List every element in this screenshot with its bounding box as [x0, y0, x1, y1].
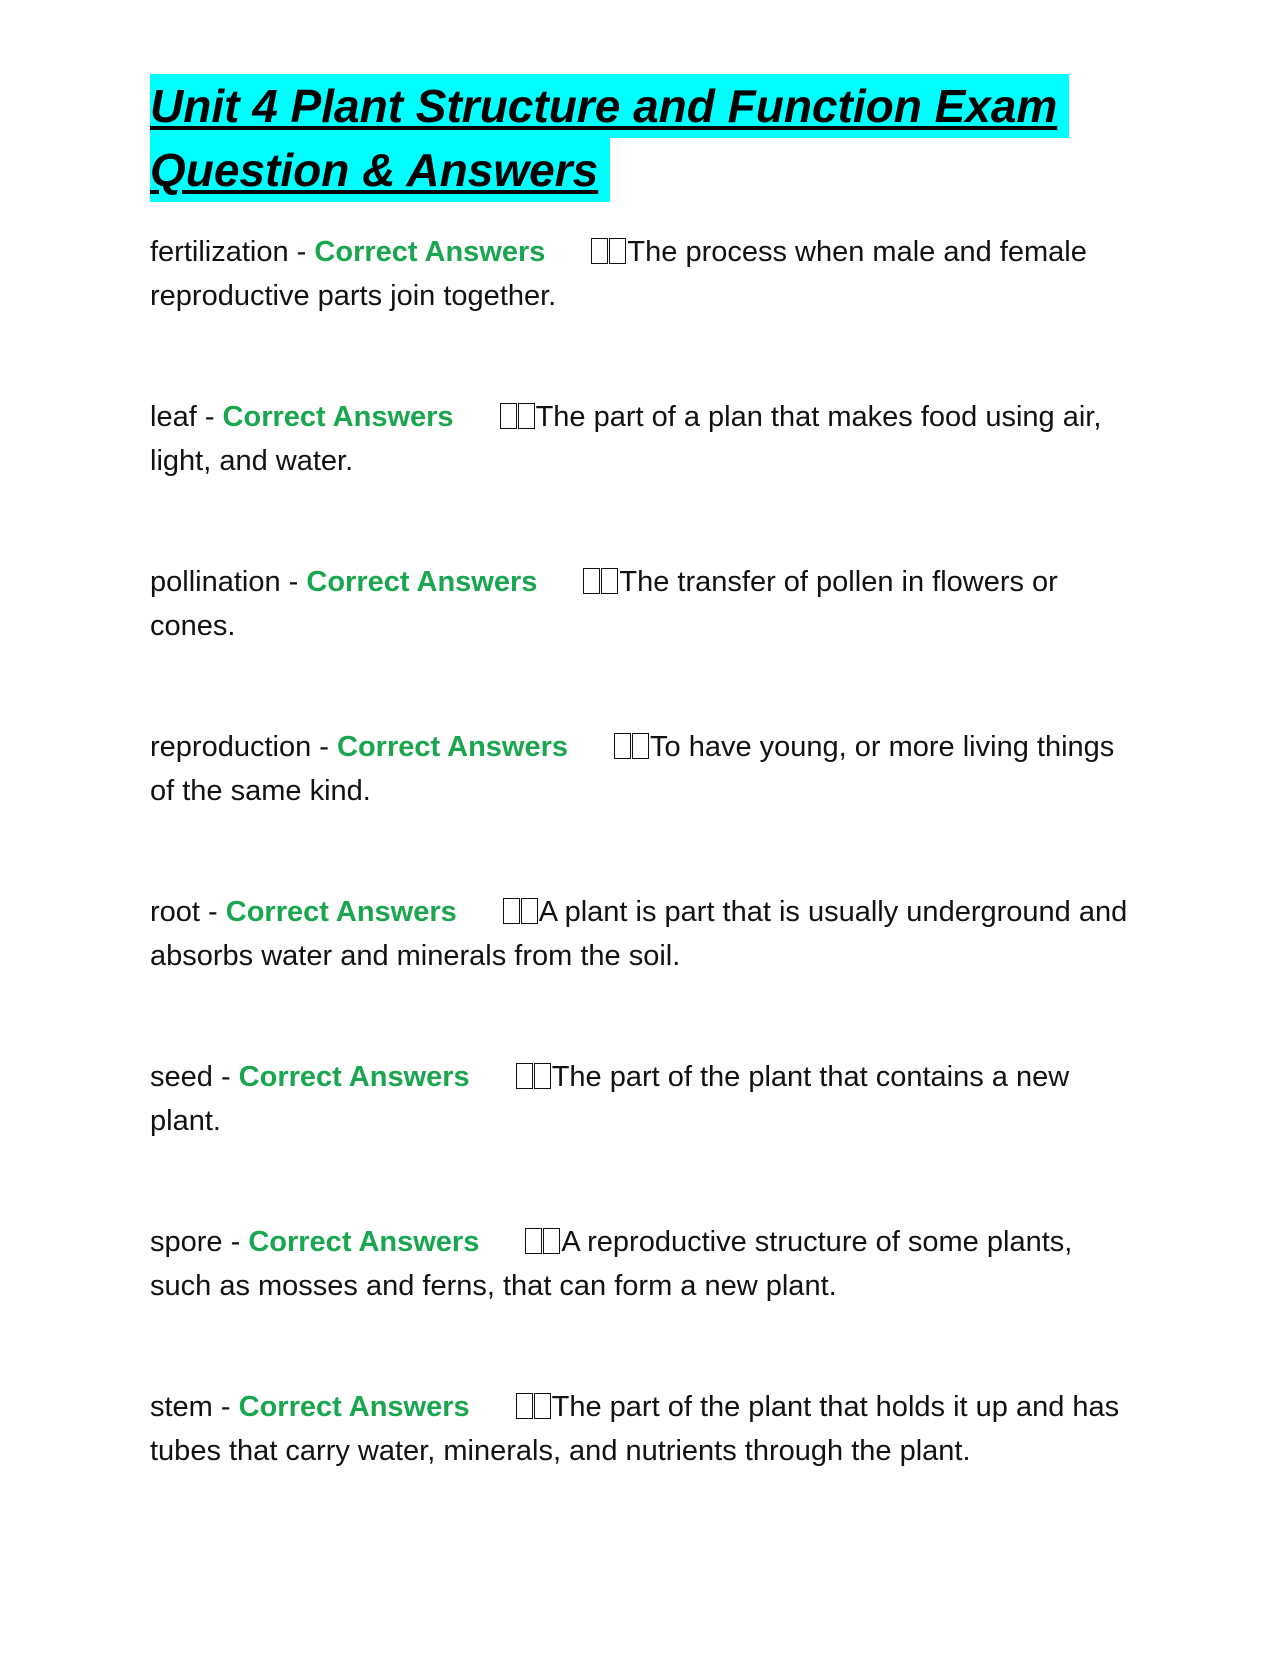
entry-separator: -	[222, 1226, 249, 1258]
qa-entry	[150, 560, 1140, 648]
missing-glyph-icon	[614, 733, 631, 759]
missing-glyph-icon	[500, 403, 517, 429]
entry-term: fertilization	[150, 236, 289, 268]
missing-glyph-icon	[632, 733, 649, 759]
missing-glyph-icon	[518, 403, 535, 429]
correct-answers-label: Correct Answers	[248, 1226, 480, 1258]
missing-glyph-icon	[503, 898, 520, 924]
entry-separator: -	[212, 1061, 239, 1093]
correct-answers-label: Correct Answers	[337, 731, 569, 763]
title-line-1: Unit 4 Plant Structure and Function Exam	[150, 74, 1069, 138]
entry-definition: To have young, or more living things of the same kind.	[150, 731, 1115, 807]
correct-answers-label: Correct Answers	[238, 1061, 470, 1093]
title-line-2: Question & Answers	[150, 138, 610, 202]
entry-term: stem	[150, 1391, 213, 1423]
missing-glyph-icon	[601, 568, 618, 594]
missing-glyph-icon	[534, 1063, 551, 1089]
missing-glyph-icon	[516, 1063, 533, 1089]
correct-answers-label: Correct Answers	[306, 566, 538, 598]
correct-answers-label: Correct Answers	[238, 1391, 470, 1423]
qa-list	[150, 230, 1140, 1473]
qa-entry	[150, 395, 1140, 483]
qa-entry	[150, 725, 1140, 813]
missing-glyph-icon	[525, 1228, 542, 1254]
qa-entry	[150, 1055, 1140, 1143]
entry-term: spore	[150, 1226, 223, 1258]
entry-definition: A plant is part that is usually underground and absorbs water and minerals from the soil.	[150, 896, 1128, 972]
missing-glyph-icon	[543, 1228, 560, 1254]
missing-glyph-icon	[534, 1393, 551, 1419]
missing-glyph-icon	[609, 238, 626, 264]
entry-definition: The part of a plan that makes food using air, light, and water.	[150, 401, 1102, 477]
entry-separator: -	[212, 1391, 239, 1423]
entry-definition: The transfer of pollen in flowers or cones.	[150, 566, 1058, 642]
entry-definition: A reproductive structure of some plants, such as mosses and ferns, that can form a new plant.	[150, 1226, 1073, 1302]
entry-definition: The part of the plant that holds it up and has tubes that carry water, minerals, and nutrients through the plant.	[150, 1391, 1120, 1467]
missing-glyph-icon	[591, 238, 608, 264]
entry-term: leaf	[150, 401, 197, 433]
entry-separator: -	[288, 236, 315, 268]
correct-answers-label: Correct Answers	[222, 401, 454, 433]
entry-term: seed	[150, 1061, 213, 1093]
entry-term: root	[150, 896, 200, 928]
missing-glyph-icon	[516, 1393, 533, 1419]
entry-separator: -	[311, 731, 337, 763]
qa-entry	[150, 1220, 1140, 1308]
entry-definition: The part of the plant that contains a new plant.	[150, 1061, 1070, 1137]
entry-separator: -	[196, 401, 223, 433]
qa-entry	[150, 890, 1140, 978]
entry-term: reproduction	[150, 731, 312, 763]
missing-glyph-icon	[583, 568, 600, 594]
entry-separator: -	[280, 566, 307, 598]
qa-entry	[150, 230, 1140, 318]
correct-answers-label: Correct Answers	[314, 236, 546, 268]
entry-term: pollination	[150, 566, 281, 598]
document-page	[150, 74, 1140, 1550]
document-title	[150, 74, 1140, 202]
missing-glyph-icon	[521, 898, 538, 924]
entry-definition: The process when male and female reproductive parts join together.	[150, 236, 1087, 312]
qa-entry	[150, 1385, 1140, 1473]
correct-answers-label: Correct Answers	[225, 896, 457, 928]
entry-separator: -	[199, 896, 226, 928]
